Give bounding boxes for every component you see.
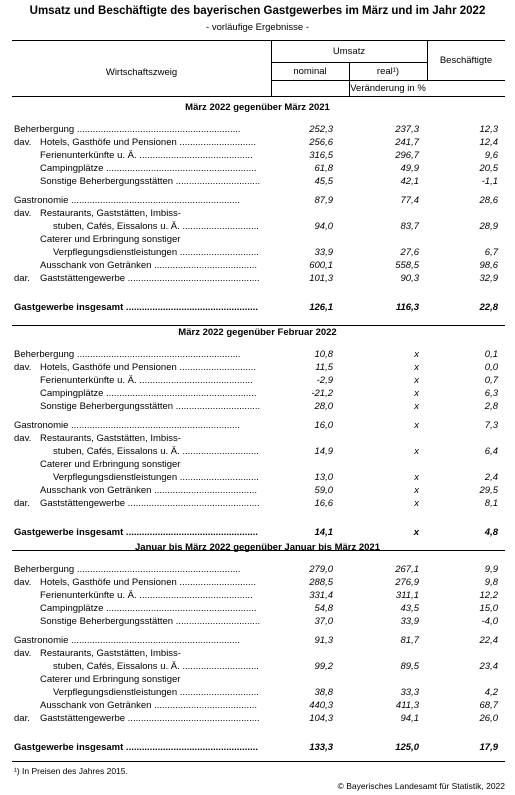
table-row <box>0 388 515 401</box>
cell-beschaeftigte: 7,3 <box>484 420 498 431</box>
cell-beschaeftigte: 22,8 <box>479 302 498 313</box>
table-row <box>0 163 515 176</box>
table-row-total <box>0 302 515 315</box>
cell-nominal: 440,3 <box>309 700 333 711</box>
cell-real: 33,3 <box>400 687 419 698</box>
cell-beschaeftigte: 29,5 <box>479 485 498 496</box>
table-row <box>0 687 515 700</box>
cell-nominal: 87,9 <box>314 195 333 206</box>
table-row <box>0 674 515 687</box>
cell-nominal: 14,9 <box>314 446 333 457</box>
cell-real: 42,1 <box>400 176 419 187</box>
header-beschaeftigte: Beschäftigte <box>439 55 493 66</box>
cell-beschaeftigte: 9,9 <box>484 564 498 575</box>
row-label: Sonstige Beherbergungsstätten ................................ <box>40 401 261 412</box>
cell-real: 33,9 <box>400 616 419 627</box>
cell-real: 116,3 <box>395 302 419 313</box>
table-row-total <box>0 742 515 755</box>
cell-nominal: -2,9 <box>316 375 333 386</box>
cell-nominal: 33,9 <box>314 247 333 258</box>
header-nominal: nominal <box>293 66 327 77</box>
cell-beschaeftigte: 12,4 <box>479 137 498 148</box>
cell-beschaeftigte: -1,1 <box>481 176 498 187</box>
cell-nominal: 16,6 <box>314 498 333 509</box>
table-row <box>0 234 515 247</box>
page-subtitle: - vorläufige Ergebnisse - <box>206 22 309 33</box>
row-label: Verpflegungsdienstleistungen .............................. <box>53 472 259 483</box>
table-row <box>0 472 515 485</box>
table-row <box>0 498 515 511</box>
table-row <box>0 603 515 616</box>
row-label: Ferienunterkünfte u. Ä. ........................................... <box>40 590 253 601</box>
cell-nominal: 16,0 <box>314 420 333 431</box>
cell-nominal: 38,8 <box>314 687 333 698</box>
cell-real: 81,7 <box>400 635 419 646</box>
table-row <box>0 459 515 472</box>
header-wirtschaftszweig: Wirtschaftszweig <box>105 67 178 78</box>
cell-beschaeftigte: 4,8 <box>484 527 498 538</box>
cell-real: 49,9 <box>400 163 419 174</box>
cell-beschaeftigte: 26,0 <box>479 713 498 724</box>
cell-beschaeftigte: 0,0 <box>484 362 498 373</box>
row-label: Campingplätze ......................................................... <box>40 603 257 614</box>
row-prefix: dav. <box>14 648 32 659</box>
table-row <box>0 273 515 286</box>
cell-nominal: 279,0 <box>309 564 333 575</box>
table-row <box>0 700 515 713</box>
cell-nominal: 99,2 <box>314 661 333 672</box>
row-prefix: dav. <box>14 208 32 219</box>
row-label: Gaststättengewerbe .................................................. <box>40 498 260 509</box>
page-title: Umsatz und Beschäftigte des bayerischen Gastgewerbes im März und im Jahr 2022 <box>29 5 486 17</box>
row-label: Sonstige Beherbergungsstätten ................................ <box>40 176 261 187</box>
row-label: Ausschank von Getränken ....................................... <box>40 260 258 271</box>
cell-beschaeftigte: 68,7 <box>479 700 498 711</box>
row-prefix: dav. <box>14 433 32 444</box>
table-row <box>0 616 515 629</box>
table-row <box>0 564 515 577</box>
cell-real: x <box>414 362 419 373</box>
table-row <box>0 577 515 590</box>
cell-nominal: 133,3 <box>309 742 333 753</box>
cell-nominal: 13,0 <box>314 472 333 483</box>
row-label: Campingplätze ......................................................... <box>40 163 257 174</box>
cell-beschaeftigte: 6,4 <box>484 446 498 457</box>
cell-nominal: 256,6 <box>309 137 333 148</box>
cell-beschaeftigte: 2,4 <box>484 472 498 483</box>
row-label: Caterer und Erbringung sonstiger <box>40 459 181 470</box>
header-rule <box>271 80 505 81</box>
table-row <box>0 433 515 446</box>
header-umsatz: Umsatz <box>332 46 366 57</box>
header-rule <box>271 62 427 63</box>
row-label: stuben, Cafés, Eissalons u. Ä. ............................. <box>53 661 259 672</box>
cell-beschaeftigte: 17,9 <box>479 742 498 753</box>
cell-nominal: 37,0 <box>314 616 333 627</box>
table-row <box>0 446 515 459</box>
cell-beschaeftigte: 28,6 <box>479 195 498 206</box>
table-row-total <box>0 527 515 540</box>
header-veraenderung: Veränderung in % <box>350 83 426 94</box>
cell-real: x <box>414 349 419 360</box>
cell-real: 311,1 <box>395 590 419 601</box>
cell-nominal: 14,1 <box>314 527 333 538</box>
table-row <box>0 208 515 221</box>
cell-real: x <box>414 375 419 386</box>
cell-real: x <box>414 472 419 483</box>
section-title: März 2022 gegenüber Februar 2022 <box>178 327 337 338</box>
cell-nominal: 61,8 <box>314 163 333 174</box>
table-row <box>0 485 515 498</box>
cell-real: 125,0 <box>395 742 419 753</box>
cell-real: 241,7 <box>395 137 419 148</box>
cell-nominal: 252,3 <box>309 124 333 135</box>
row-prefix: dav. <box>14 577 32 588</box>
row-label: Gastgewerbe insgesamt .................................................. <box>14 302 258 313</box>
table-row <box>0 590 515 603</box>
table-row <box>0 349 515 362</box>
table-row <box>0 635 515 648</box>
table-row <box>0 648 515 661</box>
cell-beschaeftigte: 9,8 <box>484 577 498 588</box>
row-prefix: dav. <box>14 137 32 148</box>
row-label: Verpflegungsdienstleistungen .............................. <box>53 247 259 258</box>
cell-beschaeftigte: 6,7 <box>484 247 498 258</box>
row-label: Restaurants, Gaststätten, Imbiss- <box>40 433 181 444</box>
cell-nominal: 94,0 <box>314 221 333 232</box>
cell-real: 411,3 <box>395 700 419 711</box>
cell-real: 43,5 <box>400 603 419 614</box>
row-label: Verpflegungsdienstleistungen .............................. <box>53 687 259 698</box>
row-label: Campingplätze ......................................................... <box>40 388 257 399</box>
row-label: Gaststättengewerbe .................................................. <box>40 273 260 284</box>
row-label: Sonstige Beherbergungsstätten ................................ <box>40 616 261 627</box>
section-title: März 2022 gegenüber März 2021 <box>185 102 330 113</box>
row-prefix: dar. <box>14 498 30 509</box>
cell-beschaeftigte: 12,2 <box>479 590 498 601</box>
row-label: Ausschank von Getränken ....................................... <box>40 700 258 711</box>
cell-real: x <box>414 388 419 399</box>
row-label: Restaurants, Gaststätten, Imbiss- <box>40 648 181 659</box>
row-label: Ferienunterkünfte u. Ä. ........................................... <box>40 375 253 386</box>
row-prefix: dar. <box>14 713 30 724</box>
row-label: Gaststättengewerbe .................................................. <box>40 713 260 724</box>
section-title: Januar bis März 2022 gegenüber Januar bis März 2021 <box>135 542 380 553</box>
cell-nominal: 45,5 <box>314 176 333 187</box>
table-row <box>0 362 515 375</box>
row-label: Gastgewerbe insgesamt .................................................. <box>14 742 258 753</box>
cell-beschaeftigte: 6,3 <box>484 388 498 399</box>
cell-nominal: 316,5 <box>309 150 333 161</box>
cell-real: x <box>414 401 419 412</box>
cell-nominal: 101,3 <box>309 273 333 284</box>
cell-real: 94,1 <box>400 713 419 724</box>
copyright: © Bayerisches Landesamt für Statistik, 2022 <box>337 781 505 791</box>
cell-beschaeftigte: 32,9 <box>479 273 498 284</box>
row-label: Hotels, Gasthöfe und Pensionen ............................. <box>40 362 256 373</box>
row-label: stuben, Cafés, Eissalons u. Ä. ............................. <box>53 221 259 232</box>
table-row <box>0 137 515 150</box>
cell-real: 267,1 <box>395 564 419 575</box>
table-row <box>0 176 515 189</box>
cell-real: x <box>414 498 419 509</box>
cell-real: 90,3 <box>400 273 419 284</box>
cell-nominal: 11,5 <box>315 362 333 373</box>
table-row <box>0 661 515 674</box>
row-label: Hotels, Gasthöfe und Pensionen ............................. <box>40 577 256 588</box>
cell-real: 558,5 <box>395 260 419 271</box>
cell-beschaeftigte: 2,8 <box>484 401 498 412</box>
cell-real: 296,7 <box>395 150 419 161</box>
cell-nominal: 126,1 <box>309 302 333 313</box>
cell-nominal: 10,8 <box>314 349 333 360</box>
row-prefix: dar. <box>14 273 30 284</box>
cell-beschaeftigte: 4,2 <box>484 687 498 698</box>
table-row <box>0 713 515 726</box>
section-separator <box>12 761 505 762</box>
cell-nominal: 331,4 <box>309 590 333 601</box>
row-label: Gastgewerbe insgesamt .................................................. <box>14 527 258 538</box>
cell-beschaeftigte: 20,5 <box>479 163 498 174</box>
row-label: Beherbergung .............................................................. <box>14 124 241 135</box>
row-label: Caterer und Erbringung sonstiger <box>40 234 181 245</box>
cell-beschaeftigte: 23,4 <box>479 661 498 672</box>
cell-nominal: 28,0 <box>314 401 333 412</box>
table-row <box>0 401 515 414</box>
row-label: Beherbergung .............................................................. <box>14 564 241 575</box>
row-label: Beherbergung .............................................................. <box>14 349 241 360</box>
cell-nominal: 104,3 <box>309 713 333 724</box>
table-row <box>0 150 515 163</box>
footnote: ¹) In Preisen des Jahres 2015. <box>14 766 128 776</box>
cell-real: x <box>414 420 419 431</box>
cell-beschaeftigte: -4,0 <box>481 616 498 627</box>
row-label: Ausschank von Getränken ....................................... <box>40 485 258 496</box>
table-row <box>0 375 515 388</box>
row-label: Gastronomie ................................................................ <box>14 635 240 646</box>
cell-beschaeftigte: 9,6 <box>484 150 498 161</box>
cell-real: 77,4 <box>400 195 419 206</box>
cell-nominal: 600,1 <box>309 260 333 271</box>
table-header <box>12 40 505 97</box>
cell-real: 89,5 <box>400 661 419 672</box>
cell-real: x <box>413 527 419 538</box>
cell-real: 83,7 <box>400 221 419 232</box>
header-real: real¹) <box>376 66 400 77</box>
row-prefix: dav. <box>14 362 32 373</box>
section-separator <box>12 325 505 326</box>
cell-nominal: 59,0 <box>314 485 333 496</box>
row-label: stuben, Cafés, Eissalons u. Ä. ............................. <box>53 446 259 457</box>
cell-real: x <box>414 485 419 496</box>
row-label: Caterer und Erbringung sonstiger <box>40 674 181 685</box>
table-row <box>0 221 515 234</box>
row-label: Ferienunterkünfte u. Ä. ........................................... <box>40 150 253 161</box>
cell-nominal: 91,3 <box>314 635 333 646</box>
cell-real: 237,3 <box>395 124 419 135</box>
table-row <box>0 420 515 433</box>
cell-real: 27,6 <box>400 247 419 258</box>
row-label: Hotels, Gasthöfe und Pensionen ............................. <box>40 137 256 148</box>
table-row <box>0 195 515 208</box>
cell-beschaeftigte: 8,1 <box>484 498 498 509</box>
cell-nominal: 288,5 <box>309 577 333 588</box>
row-label: Restaurants, Gaststätten, Imbiss- <box>40 208 181 219</box>
cell-nominal: 54,8 <box>314 603 333 614</box>
table-row <box>0 247 515 260</box>
table-row <box>0 260 515 273</box>
table-row <box>0 124 515 137</box>
cell-beschaeftigte: 0,1 <box>484 349 498 360</box>
row-label: Gastronomie ................................................................ <box>14 195 240 206</box>
row-label: Gastronomie ................................................................ <box>14 420 240 431</box>
cell-beschaeftigte: 0,7 <box>484 375 498 386</box>
cell-beschaeftigte: 22,4 <box>479 635 498 646</box>
cell-beschaeftigte: 15,0 <box>479 603 498 614</box>
cell-nominal: -21,2 <box>311 388 333 399</box>
cell-real: x <box>414 446 419 457</box>
cell-beschaeftigte: 12,3 <box>479 124 498 135</box>
cell-beschaeftigte: 28,9 <box>479 221 498 232</box>
cell-real: 276,9 <box>395 577 419 588</box>
cell-beschaeftigte: 98,6 <box>479 260 498 271</box>
